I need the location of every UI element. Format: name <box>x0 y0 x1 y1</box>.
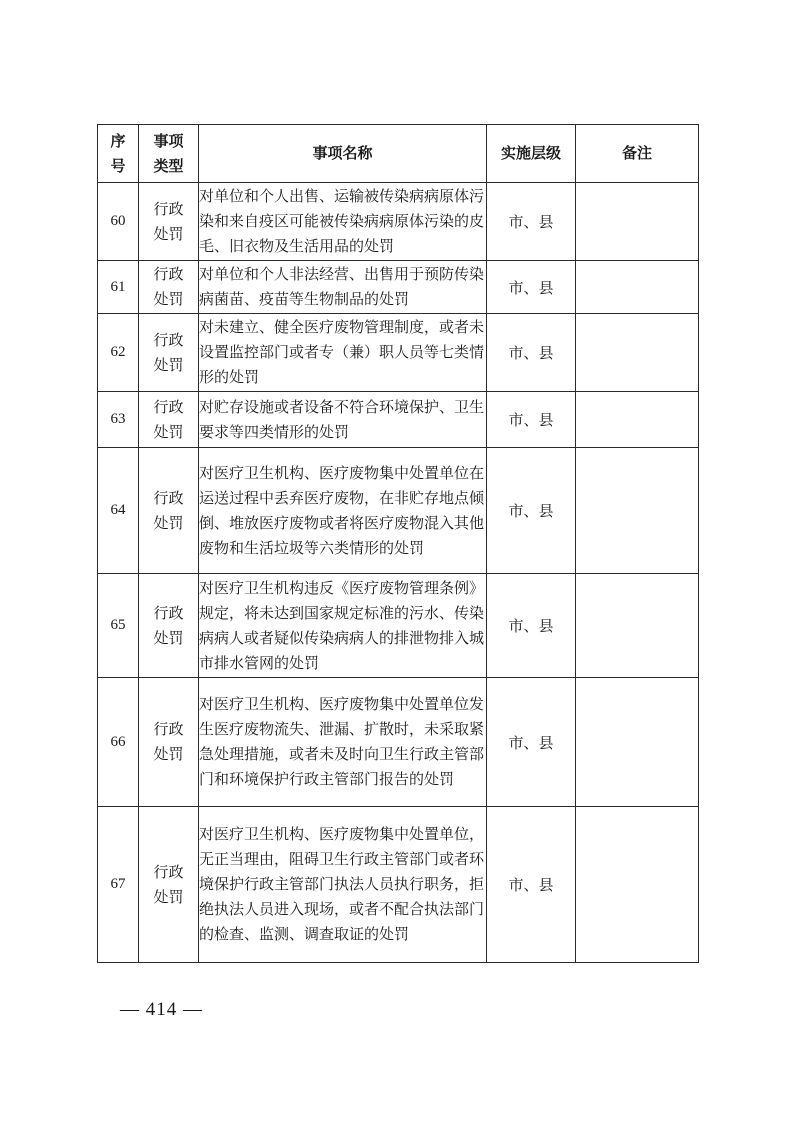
row-remarks <box>576 448 699 574</box>
row-item-name: 对医疗卫生机构、医疗废物集中处置单位在运送过程中丢弃医疗废物，在非贮存地点倾倒、堆放医疗废物或者将医疗废物混入其他废物和生活垃圾等六类情形的处罚 <box>199 448 487 574</box>
row-remarks <box>576 574 699 678</box>
row-remarks <box>576 678 699 807</box>
table-row <box>98 261 699 314</box>
row-item-name: 对单位和个人出售、运输被传染病病原体污染和来自疫区可能被传染病病原体污染的皮毛、旧衣物及生活用品的处罚 <box>199 183 487 261</box>
row-serial-number: 60 <box>98 183 139 261</box>
header-implementation-level: 实施层级 <box>487 125 576 183</box>
row-serial-number: 65 <box>98 574 139 678</box>
table-header-row <box>98 125 699 183</box>
table-row <box>98 314 699 392</box>
row-remarks <box>576 314 699 392</box>
row-item-name: 对未建立、健全医疗废物管理制度，或者未设置监控部门或者专（兼）职人员等七类情形的处罚 <box>199 314 487 392</box>
table-row <box>98 183 699 261</box>
row-serial-number: 66 <box>98 678 139 807</box>
row-serial-number: 62 <box>98 314 139 392</box>
table-row <box>98 807 699 963</box>
row-item-type: 行政 处罚 <box>139 807 199 963</box>
administrative-items-table <box>97 124 699 963</box>
row-implementation-level: 市、县 <box>487 183 576 261</box>
row-item-type: 行政 处罚 <box>139 448 199 574</box>
row-implementation-level: 市、县 <box>487 392 576 448</box>
row-item-type: 行政 处罚 <box>139 261 199 314</box>
header-remarks: 备注 <box>576 125 699 183</box>
row-implementation-level: 市、县 <box>487 678 576 807</box>
row-item-name: 对医疗卫生机构、医疗废物集中处置单位，无正当理由，阻碍卫生行政主管部门或者环境保护行政主管部门执法人员执行职务，拒绝执法人员进入现场，或者不配合执法部门的检查、监测、调查取证的处罚 <box>199 807 487 963</box>
header-item-type: 事项 类型 <box>139 125 199 183</box>
row-remarks <box>576 183 699 261</box>
row-serial-number: 67 <box>98 807 139 963</box>
row-item-type: 行政 处罚 <box>139 574 199 678</box>
table-row <box>98 448 699 574</box>
row-item-name: 对单位和个人非法经营、出售用于预防传染病菌苗、疫苗等生物制品的处罚 <box>199 261 487 314</box>
row-implementation-level: 市、县 <box>487 448 576 574</box>
row-remarks <box>576 807 699 963</box>
page-number: — 414 — <box>120 999 203 1020</box>
table-row <box>98 678 699 807</box>
row-item-type: 行政 处罚 <box>139 183 199 261</box>
row-serial-number: 61 <box>98 261 139 314</box>
row-item-name: 对贮存设施或者设备不符合环境保护、卫生要求等四类情形的处罚 <box>199 392 487 448</box>
row-implementation-level: 市、县 <box>487 314 576 392</box>
row-item-type: 行政 处罚 <box>139 314 199 392</box>
row-item-type: 行政 处罚 <box>139 678 199 807</box>
header-serial-number: 序 号 <box>98 125 139 183</box>
row-implementation-level: 市、县 <box>487 807 576 963</box>
row-serial-number: 63 <box>98 392 139 448</box>
row-item-name: 对医疗卫生机构、医疗废物集中处置单位发生医疗废物流失、泄漏、扩散时，未采取紧急处理措施，或者未及时向卫生行政主管部门和环境保护行政主管部门报告的处罚 <box>199 678 487 807</box>
row-remarks <box>576 392 699 448</box>
row-implementation-level: 市、县 <box>487 261 576 314</box>
table-row <box>98 574 699 678</box>
header-item-name: 事项名称 <box>199 125 487 183</box>
row-item-name: 对医疗卫生机构违反《医疗废物管理条例》规定，将未达到国家规定标准的污水、传染病病人或者疑似传染病病人的排泄物排入城市排水管网的处罚 <box>199 574 487 678</box>
row-remarks <box>576 261 699 314</box>
table-row <box>98 392 699 448</box>
row-implementation-level: 市、县 <box>487 574 576 678</box>
row-item-type: 行政 处罚 <box>139 392 199 448</box>
row-serial-number: 64 <box>98 448 139 574</box>
